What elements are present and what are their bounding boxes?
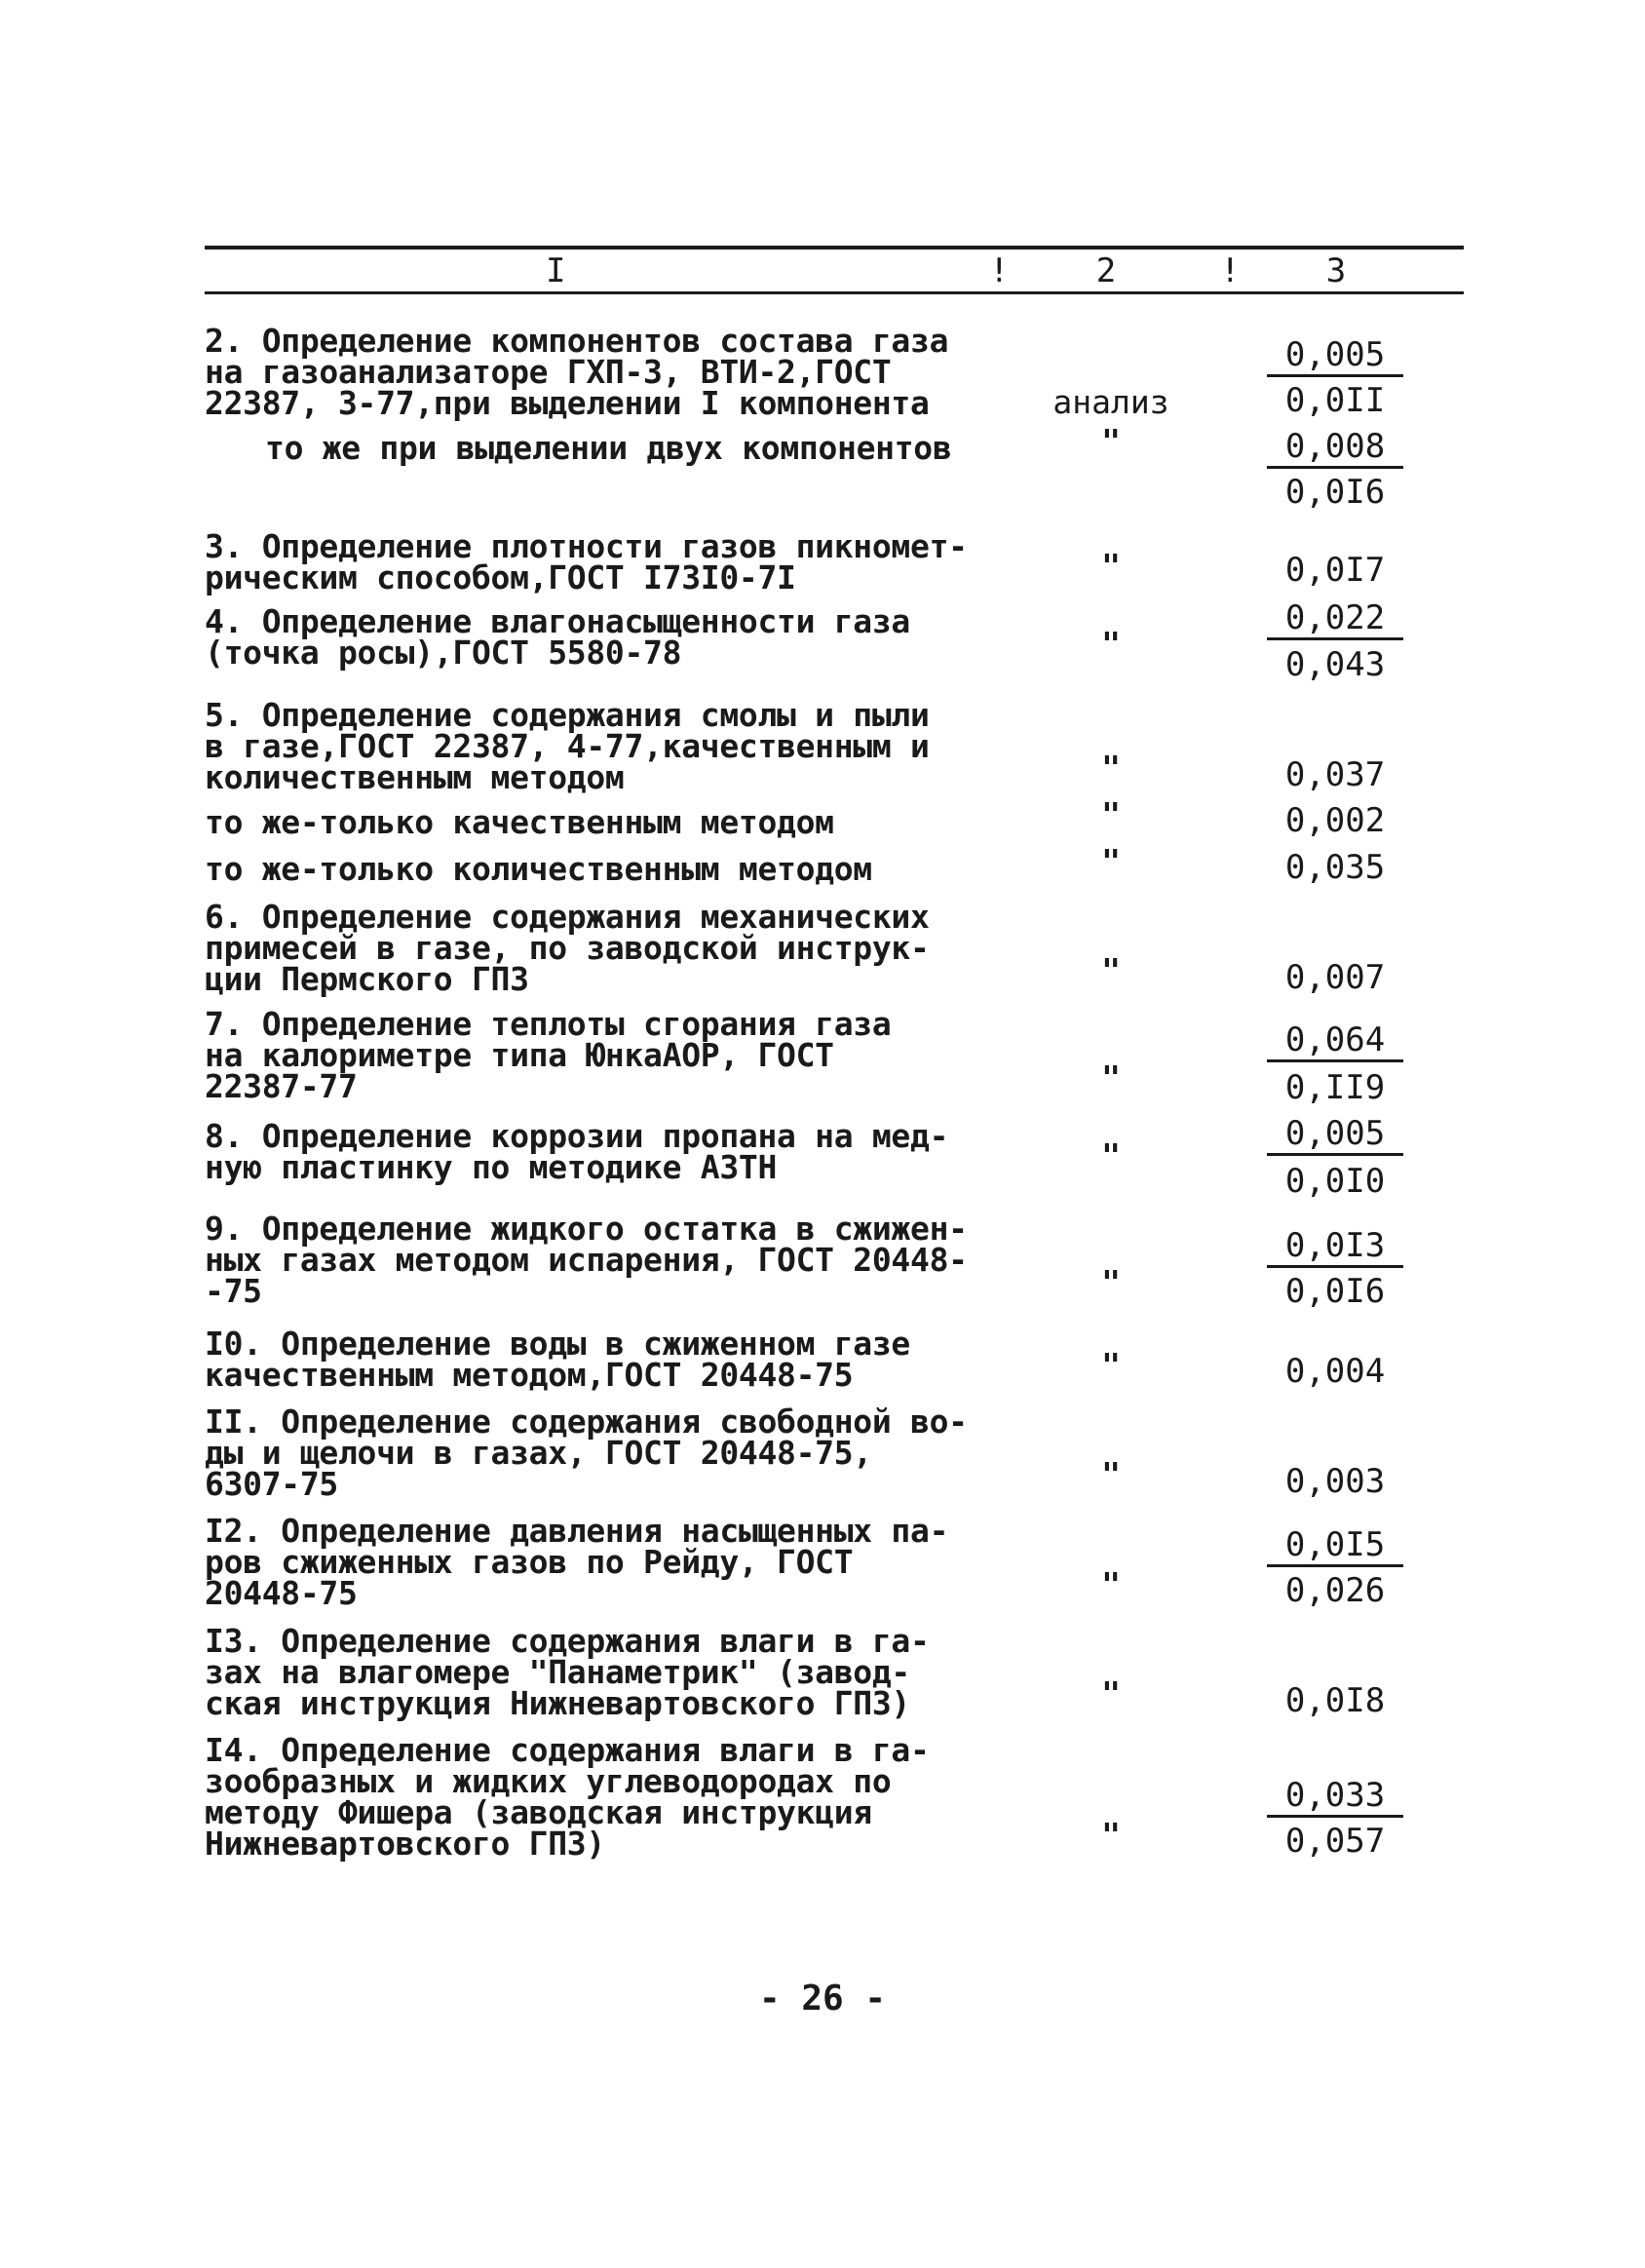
row-description: 5. Определение содержания смолы и пыли в газе,ГОСТ 22387, 4-77,качественным и количественным методом	[205, 696, 930, 796]
row-description: 4. Определение влагонасыщенности газа (точка росы),ГОСТ 5580-78	[205, 602, 911, 672]
row-unit-ditto: "	[1101, 795, 1121, 833]
row-value: 0,004	[1284, 1352, 1386, 1391]
row-value-denominator: 0,0I6	[1284, 1272, 1386, 1311]
page-number: - 26 -	[758, 1979, 887, 2018]
row-unit-ditto: "	[1101, 1263, 1121, 1301]
row-value-denominator: 0,057	[1284, 1822, 1386, 1861]
row-value-denominator: 0,026	[1284, 1571, 1386, 1610]
row-value-denominator: 0,043	[1284, 645, 1386, 684]
table-top-rule	[205, 246, 1464, 250]
row-value: 0,002	[1284, 801, 1386, 840]
row-description: I3. Определение содержания влаги в га- зах на влагомере "Панаметрик" (завод- ская инструкция Нижневартовского ГПЗ)	[205, 1622, 930, 1722]
row-unit-ditto: "	[1101, 1674, 1121, 1712]
header-separator-2: !	[1220, 251, 1241, 290]
row-unit-ditto: "	[1101, 1816, 1121, 1854]
row-description: то же-только качественным методом	[205, 803, 834, 841]
row-value-denominator: 0,0I6	[1284, 473, 1386, 512]
row-value: 0,035	[1284, 848, 1386, 887]
row-value: 0,003	[1284, 1462, 1386, 1501]
row-unit-ditto: "	[1101, 625, 1121, 663]
row-value-numerator: 0,005	[1267, 335, 1403, 377]
row-description: то же-только количественным методом	[205, 850, 872, 888]
row-description: I2. Определение давления насыщенных па- ров сжиженных газов по Рейду, ГОСТ 20448-75	[205, 1512, 949, 1612]
row-description: 7. Определение теплоты сгорания газа на калориметре типа ЮнкаАОР, ГОСТ 22387-77	[205, 1005, 892, 1105]
row-unit-ditto: "	[1101, 951, 1121, 989]
row-unit-ditto: "	[1101, 1455, 1121, 1493]
row-value-numerator: 0,0I5	[1267, 1525, 1403, 1567]
row-description: то же при выделении двух компонентов	[265, 429, 952, 467]
row-unit-ditto: "	[1101, 422, 1121, 460]
row-description: 3. Определение плотности газов пикномет- рическим способом,ГОСТ I73I0-7I	[205, 527, 968, 596]
row-value: 0,0I8	[1284, 1681, 1386, 1720]
row-value-numerator: 0,005	[1267, 1114, 1403, 1156]
row-value: 0,037	[1284, 755, 1386, 794]
row-unit-ditto: "	[1101, 749, 1121, 787]
row-value-denominator: 0,II9	[1284, 1068, 1386, 1107]
row-value-denominator: 0,0I0	[1284, 1162, 1386, 1201]
row-value: 0,007	[1284, 958, 1386, 997]
row-description: I0. Определение воды в сжиженном газе качественным методом,ГОСТ 20448-75	[205, 1325, 911, 1394]
row-value-numerator: 0,0I3	[1267, 1226, 1403, 1268]
row-unit-ditto: "	[1101, 1058, 1121, 1096]
row-description: I4. Определение содержания влаги в га- зообразных и жидких углеводородах по методу Фишера (заводская инструкция Нижневартовского ГПЗ)	[205, 1731, 930, 1863]
row-value-numerator: 0,022	[1267, 598, 1403, 640]
row-value-numerator: 0,008	[1267, 427, 1403, 469]
row-unit-ditto: "	[1101, 547, 1121, 585]
row-value: 0,0I7	[1284, 551, 1386, 590]
row-unit-ditto: "	[1101, 842, 1121, 880]
row-unit-ditto: "	[1101, 1136, 1121, 1174]
row-description: II. Определение содержания свободной во- ды и щелочи в газах, ГОСТ 20448-75, 6307-75	[205, 1403, 968, 1503]
header-col-2: 2	[1095, 251, 1117, 290]
header-col-1: I	[546, 251, 566, 290]
row-value-denominator: 0,0II	[1284, 381, 1386, 420]
table-header-rule	[205, 291, 1464, 294]
row-description: 6. Определение содержания механических примесей в газе, по заводской инструк- ции Пермского ГПЗ	[205, 898, 930, 998]
row-value-numerator: 0,033	[1267, 1776, 1403, 1818]
row-description: 9. Определение жидкого остатка в сжижен- ных газах методом испарения, ГОСТ 20448- -75	[205, 1210, 968, 1310]
header-col-3: 3	[1325, 251, 1347, 290]
row-unit-ditto: "	[1101, 1565, 1121, 1603]
row-unit-ditto: "	[1101, 1346, 1121, 1384]
row-description: 8. Определение коррозии пропана на мед- ную пластинку по методике АЗТН	[205, 1117, 949, 1186]
header-separator-1: !	[989, 251, 1010, 290]
row-value-numerator: 0,064	[1267, 1020, 1403, 1062]
row-description: 2. Определение компонентов состава газа на газоанализаторе ГХП-3, ВТИ-2,ГОСТ 22387, 3-77,при выделении I компонента	[205, 322, 949, 422]
row-unit: анализ	[1052, 383, 1169, 421]
